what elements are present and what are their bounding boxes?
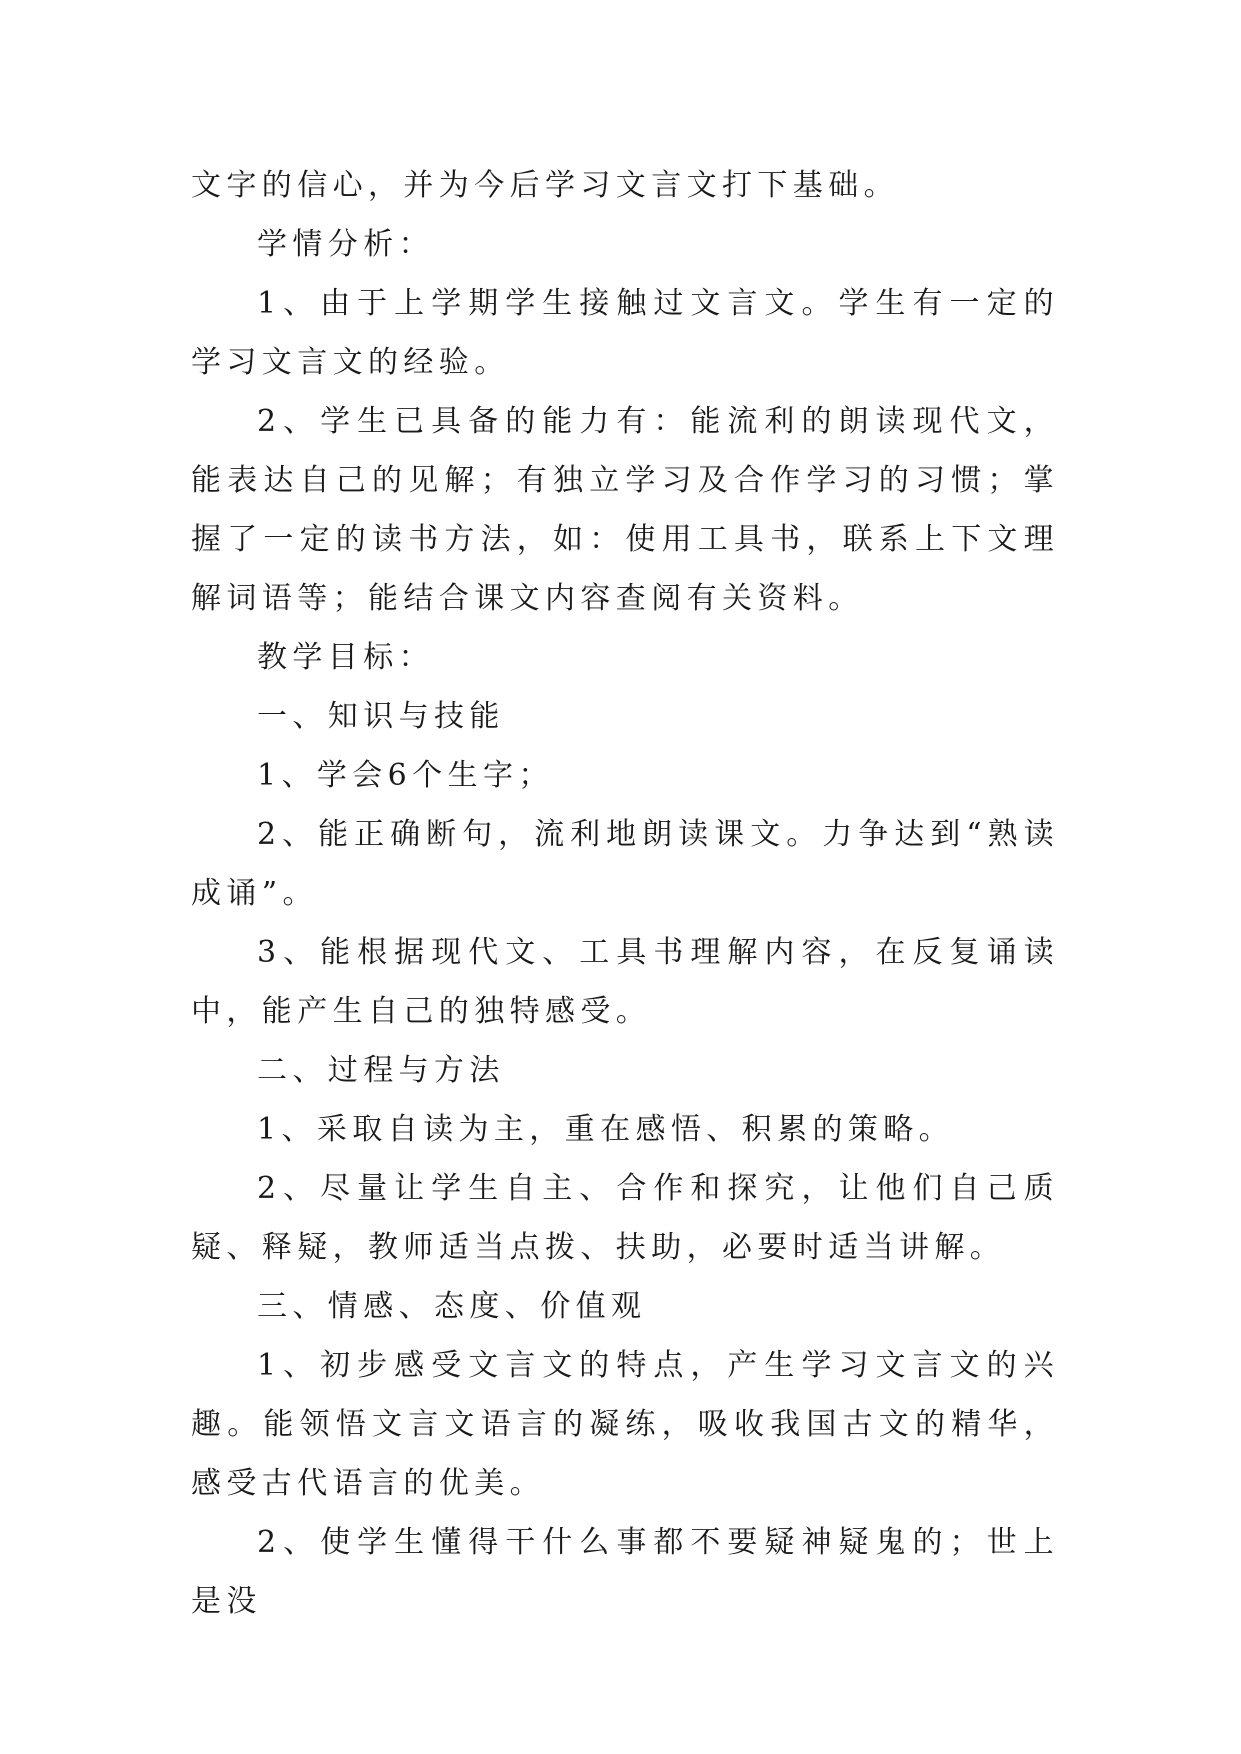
paragraph: 2、使学生懂得干什么事都不要疑神疑鬼的；世上是没 [191,1525,1059,1619]
subsection-heading: 一、知识与技能 [257,699,505,734]
paragraph: 2、学生已具备的能力有：能流利的朗读现代文，能表达自己的见解；有独立学习及合作学习的习惯；掌握了一定的读书方法，如：使用工具书，联系上下文理解词语等；能结合课文内容查阅有关资料。 [191,404,1059,616]
document-page [191,156,1059,1631]
paragraph: 1、初步感受文言文的特点，产生学习文言文的兴趣。能领悟文言文语言的凝练，吸收我国古文的精华，感受古代语言的优美。 [191,1348,1059,1501]
paragraph: 1、学会6个生字； [257,758,554,793]
section-heading: 教学目标： [257,640,434,675]
paragraph: 文字的信心，并为今后学习文言文打下基础。 [191,168,899,203]
paragraph: 2、能正确断句，流利地朗读课文。力争达到“熟读成诵”。 [191,817,1059,911]
paragraph: 2、尽量让学生自主、合作和探究，让他们自己质疑、释疑，教师适当点拨、扶助，必要时适当讲解。 [191,1171,1059,1265]
subsection-heading: 三、情感、态度、价值观 [257,1289,647,1324]
paragraph: 1、采取自读为主，重在感悟、积累的策略。 [257,1112,955,1147]
paragraph: 3、能根据现代文、工具书理解内容，在反复诵读中，能产生自己的独特感受。 [191,935,1059,1029]
section-heading: 学情分析： [257,227,434,262]
paragraph: 1、由于上学期学生接触过文言文。学生有一定的学习文言文的经验。 [191,286,1059,380]
subsection-heading: 二、过程与方法 [257,1053,505,1088]
